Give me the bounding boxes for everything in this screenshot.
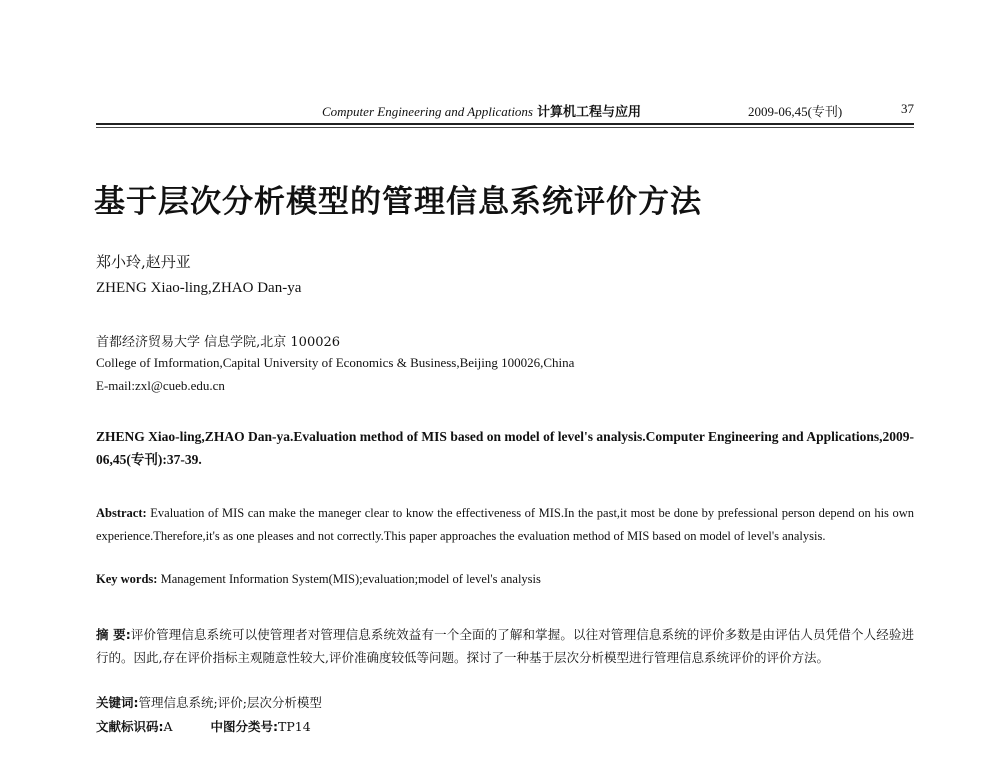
running-header: [96, 101, 914, 123]
abstract-en: [96, 502, 914, 548]
abstract-en-label: Abstract:: [96, 506, 147, 520]
affiliation-en: College of Imformation,Capital University of Economics & Business,Beijing 100026,China: [96, 355, 575, 370]
page-number: 37: [901, 101, 914, 116]
keywords-cn-text: 管理信息系统;评价;层次分析模型: [138, 695, 322, 710]
doc-code-value: A: [163, 719, 173, 734]
author-email: E-mail:zxl@cueb.edu.cn: [96, 378, 225, 393]
keywords-en: [96, 572, 914, 587]
affiliation-cn: 首都经济贸易大学 信息学院,北京 100026: [96, 335, 341, 350]
keywords-en-text: Management Information System(MIS);evaluation;model of level's analysis: [160, 572, 541, 586]
clc-code-label: 中图分类号:: [210, 719, 279, 734]
doc-code-label: 文献标识码:: [96, 719, 164, 734]
authors-cn: 郑小玲,赵丹亚: [96, 253, 191, 271]
keywords-en-label: Key words:: [96, 572, 158, 586]
header-rule-thin: [96, 127, 914, 128]
abstract-cn-label: 摘 要:: [96, 627, 131, 642]
header-rule-thick: [96, 123, 914, 125]
abstract-cn: [96, 623, 914, 669]
journal-name: Computer Engineering and Applications 计算机工程与应用: [322, 104, 642, 119]
issue-info: 2009-06,45(专刊): [748, 104, 843, 119]
abstract-en-text: Evaluation of MIS can make the maneger clear to know the effectiveness of MIS.In the past,it most be done by prefessional person depend on his own experience.Therefore,it's as one pleases and not correctly.This paper approaches the evaluation method of MIS based on model of level's analysis.: [96, 506, 914, 543]
citation: ZHENG Xiao-ling,ZHAO Dan-ya.Evaluation method of MIS based on model of level's analysis.Computer Engineering and Applications,2009-06,45(专刊):37-39.: [96, 429, 914, 467]
paper-title: 基于层次分析模型的管理信息系统评价方法: [94, 184, 702, 220]
clc-code-value: TP14: [278, 719, 311, 734]
abstract-cn-text: 评价管理信息系统可以使管理者对管理信息系统效益有一个全面的了解和掌握。以往对管理信息系统的评价多数是由评估人员凭借个人经验进行的。因此,存在评价指标主观随意性较大,评价准确度较低等问题。探讨了一种基于层次分析模型进行管理信息系统评价的评价方法。: [96, 627, 914, 665]
authors-en: ZHENG Xiao-ling,ZHAO Dan-ya: [96, 280, 302, 296]
keywords-cn: [96, 693, 322, 711]
keywords-cn-label: 关键词:: [96, 695, 139, 710]
classification-codes: [96, 717, 311, 735]
journal-name-cn: 计算机工程与应用: [537, 104, 642, 119]
